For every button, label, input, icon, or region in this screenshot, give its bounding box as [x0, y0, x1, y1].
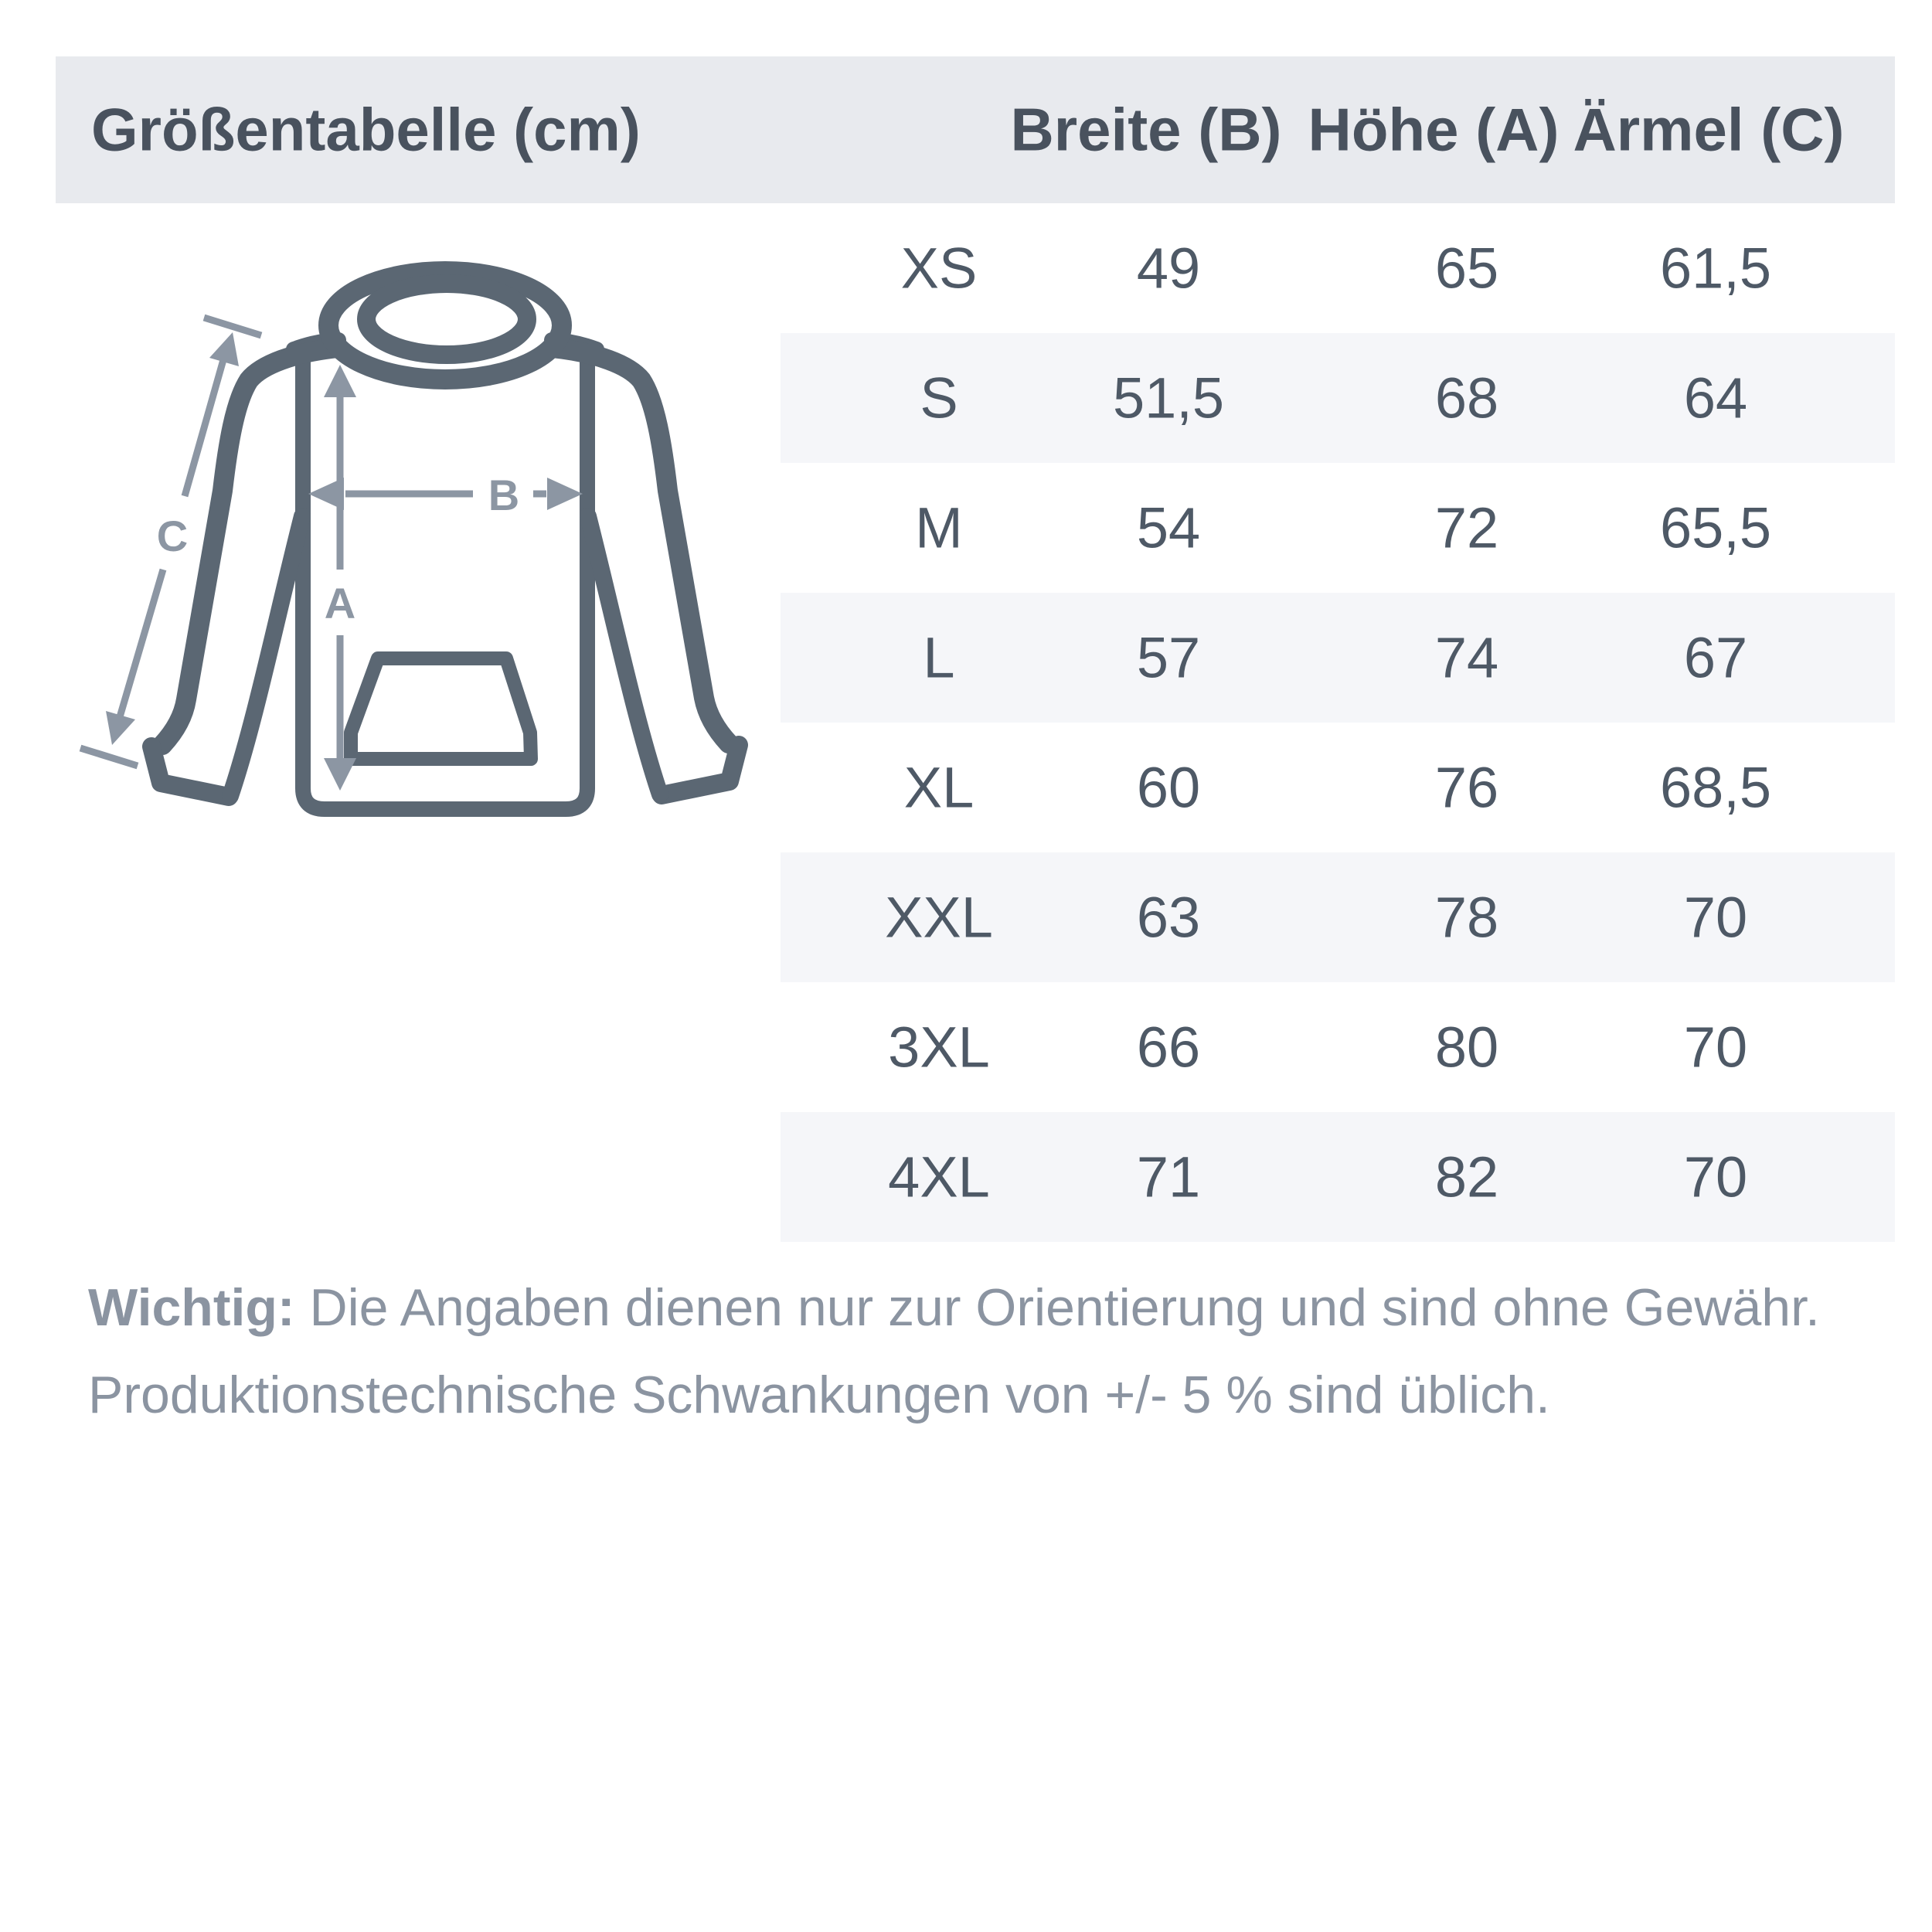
hoehe-value: 68: [1434, 366, 1499, 430]
column-header-breite: Breite (B): [1010, 95, 1282, 164]
aermel-value: 61,5: [1659, 236, 1772, 301]
hoodie-left-sleeve-inner: [230, 516, 302, 796]
table-row: [781, 852, 1895, 982]
hoehe-value: 65: [1434, 236, 1499, 301]
breite-value: 63: [1136, 885, 1201, 950]
hoehe-value: 78: [1434, 885, 1499, 950]
label-b: B: [488, 471, 520, 519]
breite-value: 51,5: [1112, 366, 1225, 430]
hoodie-outline-icon: [151, 271, 739, 809]
page-title: Größentabelle (cm): [91, 95, 641, 164]
hoodie-hood-inner: [366, 284, 527, 355]
hoodie-right-sleeve-inner: [588, 516, 660, 794]
breite-value: 71: [1136, 1145, 1201, 1209]
size-label: S: [920, 366, 958, 430]
disclaimer-line1: Die Angaben dienen nur zur Orientierung und sind ohne Gewähr.: [309, 1278, 1820, 1337]
breite-value: 60: [1136, 755, 1201, 820]
breite-value: 49: [1136, 236, 1201, 301]
aermel-value: 64: [1683, 366, 1748, 430]
table-row: [781, 463, 1895, 593]
aermel-value: 65,5: [1659, 495, 1772, 560]
size-table-rows: [781, 203, 1895, 1242]
size-label: L: [923, 625, 955, 690]
breite-value: 66: [1136, 1015, 1201, 1080]
table-row: [781, 333, 1895, 463]
size-label: XS: [900, 236, 978, 301]
size-label: XXL: [885, 885, 993, 950]
label-c: C: [156, 512, 189, 560]
table-row: [781, 203, 1895, 333]
hoodie-pocket: [351, 658, 531, 759]
disclaimer-bold: Wichtig:: [88, 1278, 295, 1337]
measurement-arrows: [80, 318, 583, 791]
size-label: M: [915, 495, 963, 560]
column-header-hoehe: Höhe (A): [1308, 95, 1560, 164]
table-row: [781, 982, 1895, 1112]
disclaimer-line2: Produktionstechnische Schwankungen von +/- 5 % sind üblich.: [88, 1366, 1550, 1424]
hoodie-left-sleeve-outer: [162, 348, 338, 745]
breite-value: 54: [1136, 495, 1201, 560]
breite-value: 57: [1136, 625, 1201, 690]
size-label: XL: [903, 755, 975, 820]
hoehe-value: 74: [1434, 625, 1499, 690]
hoodie-right-sleeve-outer: [552, 348, 729, 743]
size-label: 3XL: [888, 1015, 990, 1080]
table-row: [781, 593, 1895, 723]
table-row: [781, 723, 1895, 852]
disclaimer-note: [88, 1264, 1866, 1439]
aermel-value: 67: [1683, 625, 1748, 690]
aermel-value: 68,5: [1659, 755, 1772, 820]
hoehe-value: 82: [1434, 1145, 1499, 1209]
aermel-value: 70: [1683, 885, 1748, 950]
aermel-value: 70: [1683, 1145, 1748, 1209]
aermel-value: 70: [1683, 1015, 1748, 1080]
column-header-aermel: Ärmel (C): [1573, 95, 1845, 164]
label-a: A: [324, 579, 356, 628]
hoehe-value: 76: [1434, 755, 1499, 820]
size-label: 4XL: [888, 1145, 990, 1209]
header-band: [56, 56, 1895, 203]
width-arrow-b: [308, 478, 583, 510]
hoehe-value: 72: [1434, 495, 1499, 560]
hoehe-value: 80: [1434, 1015, 1499, 1080]
hoodie-measurement-diagram: [46, 255, 757, 842]
table-row: [781, 1112, 1895, 1242]
